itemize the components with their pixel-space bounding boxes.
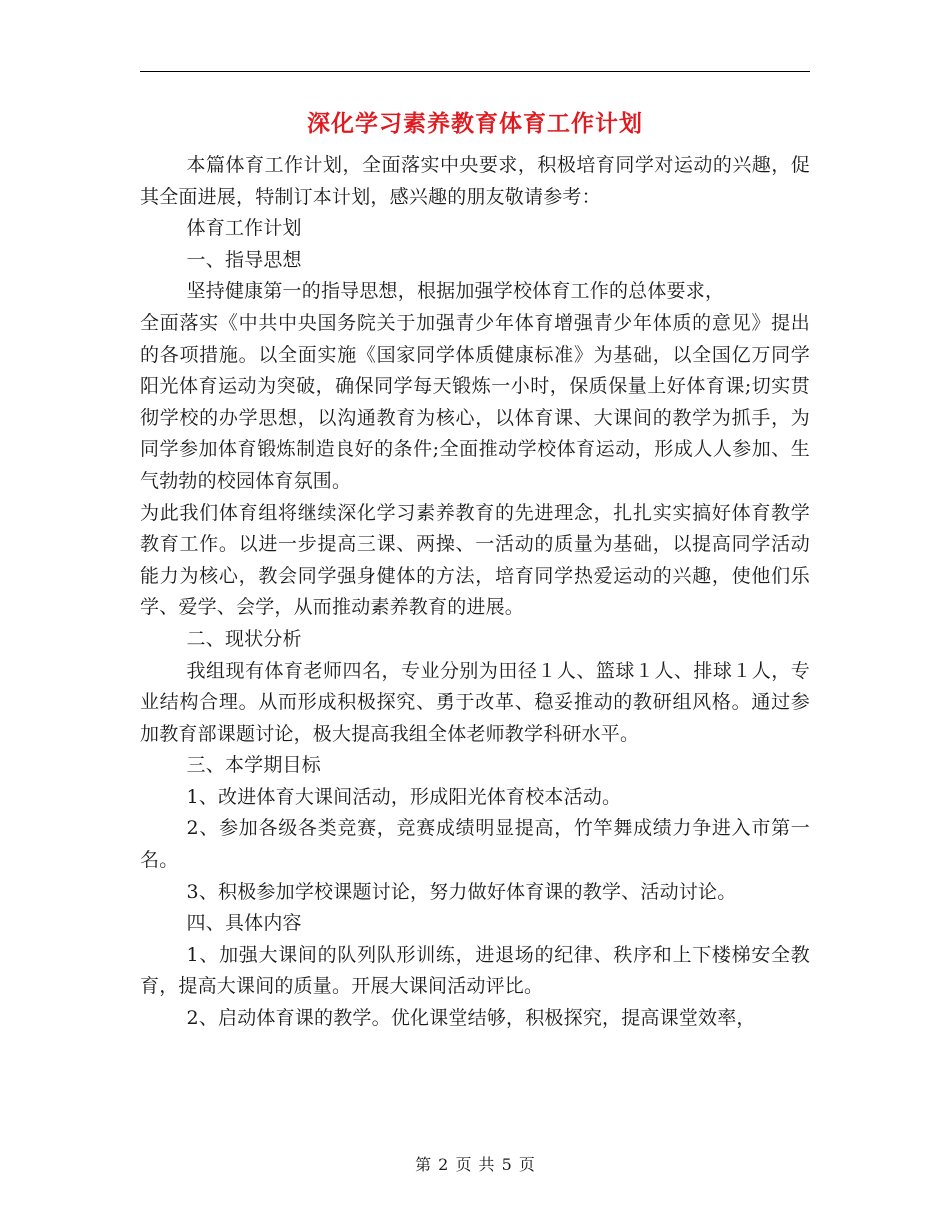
guiding-thought-paragraph-lead: 坚持健康第一的指导思想，根据加强学校体育工作的总体要求， [186,280,725,303]
section-heading-status-analysis: 二、现状分析 [186,627,302,650]
term-goal-item: 1、改进体育大课间活动，形成阳光体育校本活动。 [186,785,622,808]
document-title: 深化学习素养教育体育工作计划 [307,110,643,137]
section-heading-term-goals: 三、本学期目标 [186,754,321,777]
page-number: 第 2 页 共 5 页 [415,1155,535,1174]
term-goal-item: 2、参加各级各类竞赛，竞赛成绩明显提高，竹竿舞成绩力争进入市第一名。 [140,817,810,872]
intro-paragraph: 本篇体育工作计划，全面落实中央要求，积极培育同学对运动的兴趣，促其全面进展，特制订本计划，感兴趣的朋友敬请参考： [140,154,810,208]
document-body [140,150,810,1035]
header-rule [140,71,810,72]
plan-heading: 体育工作计划 [186,217,302,240]
section-heading-guiding-thought: 一、指导思想 [186,248,302,271]
guiding-thought-paragraph-goals: 为此我们体育组将继续深化学习素养教育的先进理念，扎扎实实搞好体育教学教育工作。以进一步提高三课、两操、一活动的质量为基础，以提高同学活动能力为核心，教会同学强身健体的方法，培育同学热爱运动的兴趣，使他们乐学、爱学、会学，从而推动素养教育的进展。 [140,501,810,619]
term-goal-item: 3、积极参加学校课题讨论，努力做好体育课的教学、活动讨论。 [186,880,737,903]
section-heading-specific-content: 四、具体内容 [186,912,302,935]
status-analysis-paragraph: 我组现有体育老师四名，专业分别为田径１人、篮球１人、排球１人，专业结构合理。从而形成积极探究、勇于改革、稳妥推动的教研组风格。通过参加教育部课题讨论，极大提高我组全体老师教学科研水平。 [140,659,810,745]
guiding-thought-paragraph-body: 全面落实《中共中央国务院关于加强青少年体育增强青少年体质的意见》提出的各项措施。以全面实施《国家同学体质健康标准》为基础，以全国亿万同学阳光体育运动为突破，确保同学每天锻炼一小时，保质保量上好体育课;切实贯彻学校的办学思想，以沟通教育为核心，以体育课、大课间的教学为抓手，为同学参加体育锻炼制造良好的条件;全面推动学校体育运动，形成人人参加、生气勃勃的校园体育氛围。 [140,311,810,492]
specific-content-item: 1、加强大课间的队列队形训练，进退场的纪律、秩序和上下楼梯安全教育，提高大课间的质量。开展大课间活动评比。 [140,943,810,998]
specific-content-item: 2、启动体育课的教学。优化课堂结够，积极探究，提高课堂效率， [186,1007,756,1030]
